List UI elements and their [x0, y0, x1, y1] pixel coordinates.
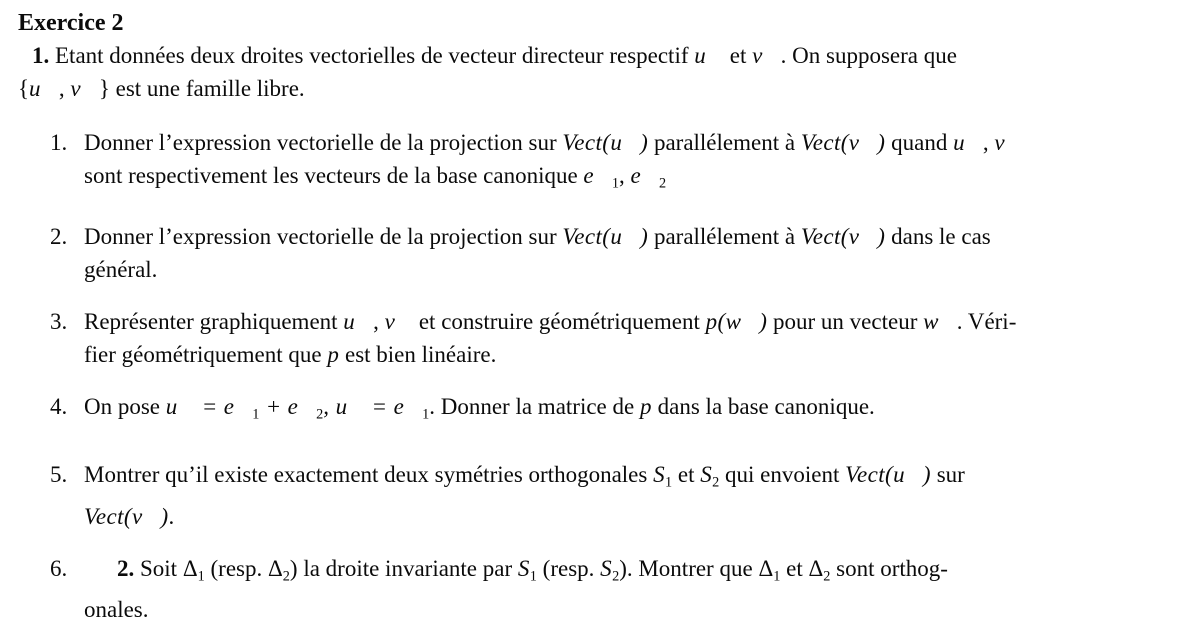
intro-line-2: {u⃗, v⃗} est une famille libre.: [18, 76, 305, 101]
item-line: Vect(v⃗).: [84, 503, 175, 529]
intro-line-1: 1. Etant données deux droites vectorielles de vecteur directeur respectif u⃗ et v⃗. On supposera que: [32, 43, 957, 68]
list-item-4: [18, 390, 1183, 432]
item-line: 2. Soit $\Delta_1$ (resp. $\Delta_2$) la droite invariante par $S_1$ (resp. $S_2$). Montrer que $\Delta_1$ et $\Delta_2$ sont orthog-: [117, 555, 948, 585]
item-line: Donner l’expression vectorielle de la projection sur Vect(u⃗) parallélement à Vect(v⃗) dans le cas: [84, 223, 991, 249]
item-line: fier géométriquement que p est bien linéaire.: [84, 341, 497, 367]
list-item-6: [18, 552, 1183, 626]
item-number: 6.: [50, 555, 68, 581]
list-item-2: [18, 220, 1183, 286]
exercise-title: Exercice 2: [18, 10, 124, 36]
exercise-list: [18, 126, 1183, 626]
item-line: Donner l’expression vectorielle de la projection sur Vect(u⃗) parallélement à Vect(v⃗) quand u⃗, v⃗: [84, 130, 1023, 155]
item-number: 3.: [50, 308, 68, 334]
list-item-1: [18, 126, 1183, 201]
item-line: sont respectivement les vecteurs de la base canonique $e⃗_1$, $e⃗_2$: [84, 163, 667, 192]
item-line: onales.: [84, 597, 149, 623]
item-number: 2.: [50, 223, 68, 249]
item-number: 4.: [50, 393, 68, 419]
item-line: Représenter graphiquement u⃗, v⃗ et construire géométriquement p(w⃗) pour un vecteur w⃗. Véri-: [84, 308, 1017, 334]
item-number: 1.: [50, 130, 68, 155]
list-item-3: [18, 305, 1183, 371]
item-number: 5.: [50, 462, 68, 488]
item-line: Montrer qu’il existe exactement deux symétries orthogonales $S_1$ et $S_2$ qui envoient Vect(u⃗) sur: [84, 462, 965, 491]
item-line: On pose u⃗ = $e⃗_1$ + $e⃗_2$, u⃗ = $e⃗_1$. Donner la matrice de p dans la base canonique.: [84, 393, 875, 423]
list-item-5: [18, 458, 1183, 533]
item-line: général.: [84, 256, 158, 282]
intro-paragraph: [18, 39, 1183, 105]
